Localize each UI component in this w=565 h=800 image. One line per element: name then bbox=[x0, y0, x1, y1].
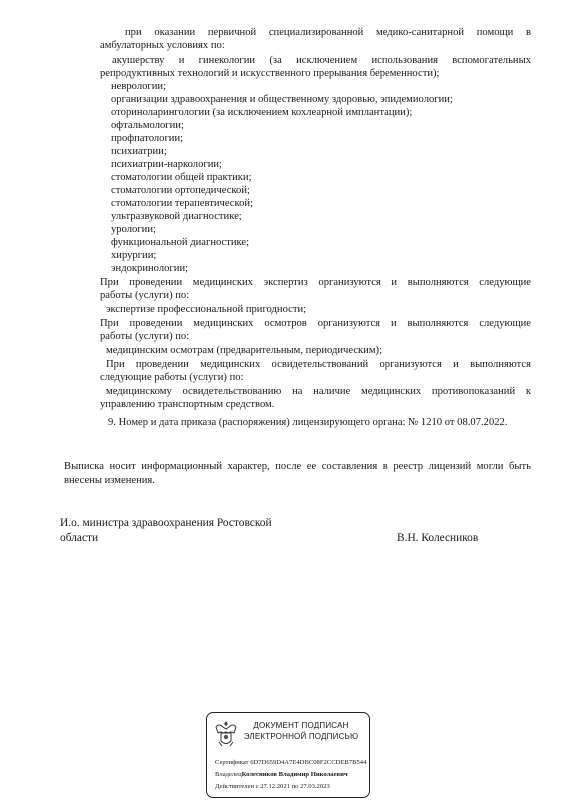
body-line-18: хирургии; bbox=[111, 250, 157, 261]
body-line-13: стоматологии ортопедической; bbox=[111, 185, 250, 196]
body-line-29: управлению транспортным средством. bbox=[100, 399, 275, 410]
electronic-signature-stamp bbox=[206, 712, 370, 798]
signer-title-2: области bbox=[60, 532, 99, 544]
body-line-24: работы (услуги) по: bbox=[100, 331, 190, 342]
body-line-2: амбулаторных условиях по: bbox=[100, 40, 225, 51]
body-line-12: стоматологии общей практики; bbox=[111, 172, 252, 183]
body-line-27: следующие работы (услуги) по: bbox=[100, 372, 244, 383]
body-line-25: медицинским осмотрам (предварительным, периодическим); bbox=[106, 345, 383, 356]
validity-line: Действителен с 27.12.2021 по 27.03.2023 bbox=[215, 783, 330, 790]
body-line-11: психиатрии-наркологии; bbox=[111, 159, 223, 170]
note-line-2: внесены изменения. bbox=[64, 475, 155, 486]
body-line-17: функциональной диагностике; bbox=[111, 237, 250, 248]
body-line-10: психиатрии; bbox=[111, 146, 167, 157]
note-line-1: Выписка носит информационный характер, после ее составления в реестр лицензий могли быть bbox=[64, 461, 531, 472]
body-line-6: организации здравоохранения и общественному здоровью, эпидемиологии; bbox=[111, 94, 453, 105]
signer-title-1: И.о. министра здравоохранения Ростовской bbox=[60, 517, 272, 529]
owner-label: Владелец bbox=[215, 771, 242, 778]
order-line: 9. Номер и дата приказа (распоряжения) лицензирующего органа: № 1210 от 08.07.2022. bbox=[108, 417, 508, 428]
body-line-22: экспертизе профессиональной пригодности; bbox=[106, 304, 307, 315]
body-line-7: оториноларингологии (за исключением кохлеарной имплантации); bbox=[111, 107, 413, 118]
body-line-23: При проведении медицинских осмотров организуются и выполняются следующие bbox=[100, 318, 531, 329]
coat-of-arms-emblem-icon bbox=[213, 719, 239, 749]
body-line-20: При проведении медицинских экспертиз организуются и выполняются следующие bbox=[100, 277, 531, 288]
body-line-15: ультразвуковой диагностике; bbox=[111, 211, 242, 222]
signer-name: В.Н. Колесников bbox=[397, 532, 479, 544]
body-line-1: при оказании первичной специализированной медико-санитарной помощи в bbox=[125, 27, 531, 38]
certificate-line bbox=[215, 759, 366, 767]
owner-line bbox=[215, 771, 348, 779]
body-line-9: профпатологии; bbox=[111, 133, 184, 144]
body-line-14: стоматологии терапевтической; bbox=[111, 198, 254, 209]
body-line-21: работы (услуги) по: bbox=[100, 290, 190, 301]
body-line-4: репродуктивных технологий и искусственного прерывания беременности); bbox=[100, 68, 440, 79]
body-line-16: урологии; bbox=[111, 224, 156, 235]
owner-value: Колесников Владимир Николаевич bbox=[241, 771, 348, 778]
body-line-26: При проведении медицинских освидетельствований организуются и выполняются bbox=[106, 359, 531, 370]
signature-heading-2: ЭЛЕКТРОННОЙ ПОДПИСЬЮ bbox=[243, 732, 359, 741]
certificate-value: 6D7D659D4A7E4DBC08F2CCDEB7B544 bbox=[250, 759, 367, 766]
body-line-5: неврологии; bbox=[111, 81, 167, 92]
body-line-19: эндокринологии; bbox=[111, 263, 189, 274]
body-line-28: медицинскому освидетельствованию на наличие медицинских противопоказаний к bbox=[106, 386, 531, 397]
signature-heading-1: ДОКУМЕНТ ПОДПИСАН bbox=[253, 721, 349, 730]
body-line-8: офтальмологии; bbox=[111, 120, 184, 131]
certificate-label: Сертификат bbox=[215, 759, 249, 766]
body-line-3: акушерству и гинекологии (за исключением использования вспомогательных bbox=[112, 55, 531, 66]
